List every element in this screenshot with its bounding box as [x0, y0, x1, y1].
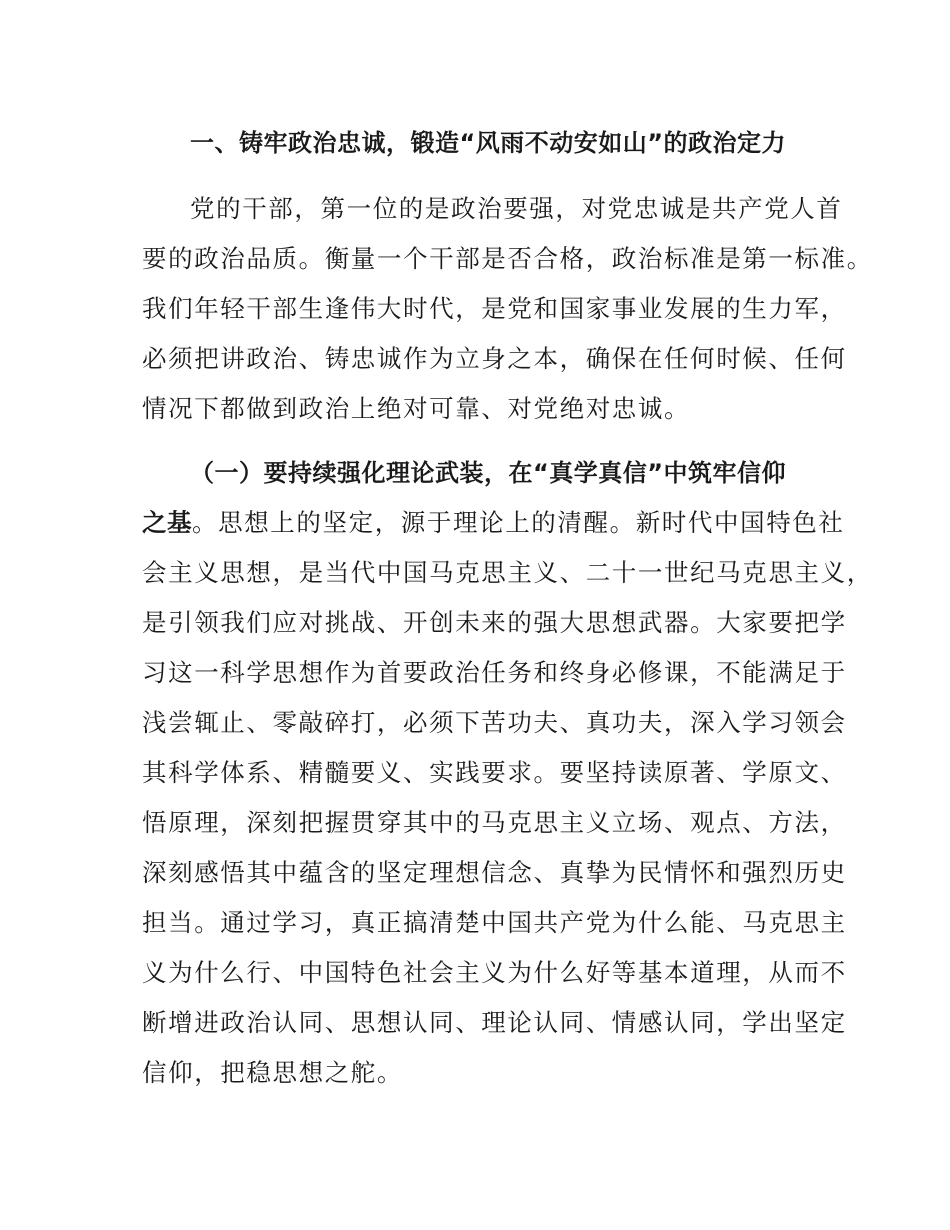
- paragraph-line: [142, 507, 845, 539]
- subsection-heading-end: 之基: [142, 508, 192, 537]
- paragraph-text: 。思想上的坚定，源于理论上的清醒。新时代中国特色社: [192, 508, 845, 537]
- paragraph-line: 义为什么行、中国特色社会主义为什么好等基本道理，从而不: [142, 958, 847, 987]
- paragraph-line: 必须把讲政治、铸忠诚作为立身之本，确保在任何时候、任何: [142, 344, 847, 373]
- paragraph-line: 是引领我们应对挑战、开创未来的强大思想武器。大家要把学: [142, 608, 847, 637]
- subsection-heading: （一）要持续强化理论武装，在“真学真信”中筑牢信仰: [190, 459, 787, 487]
- paragraph-line: 断增进政治认同、思想认同、理论认同、情感认同，学出坚定: [142, 1008, 847, 1037]
- paragraph-line: 深刻感悟其中蕴含的坚定理想信念、真挚为民情怀和强烈历史: [142, 858, 847, 887]
- paragraph-line: 党的干部，第一位的是政治要强，对党忠诚是共产党人首: [190, 194, 843, 223]
- section-heading: 一、铸牢政治忠诚，锻造“风雨不动安如山”的政治定力: [190, 129, 787, 157]
- paragraph-line: 信仰，把稳思想之舵。: [142, 1058, 403, 1087]
- paragraph-line: 要的政治品质。衡量一个干部是否合格，政治标准是第一标准。: [142, 244, 873, 273]
- paragraph-line: 会主义思想，是当代中国马克思主义、二十一世纪马克思主义，: [142, 558, 873, 587]
- paragraph-line: 我们年轻干部生逢伟大时代，是党和国家事业发展的生力军，: [142, 294, 847, 323]
- paragraph-line: 其科学体系、精髓要义、实践要求。要坚持读原著、学原文、: [142, 758, 847, 787]
- paragraph-line: 习这一科学思想作为首要政治任务和终身必修课，不能满足于: [142, 658, 847, 687]
- paragraph-line: 浅尝辄止、零敲碎打，必须下苦功夫、真功夫，深入学习领会: [142, 708, 847, 737]
- paragraph-line: 情况下都做到政治上绝对可靠、对党绝对忠诚。: [142, 394, 691, 423]
- paragraph-line: 担当。通过学习，真正搞清楚中国共产党为什么能、马克思主: [142, 908, 847, 937]
- paragraph-line: 悟原理，深刻把握贯穿其中的马克思主义立场、观点、方法，: [142, 808, 847, 837]
